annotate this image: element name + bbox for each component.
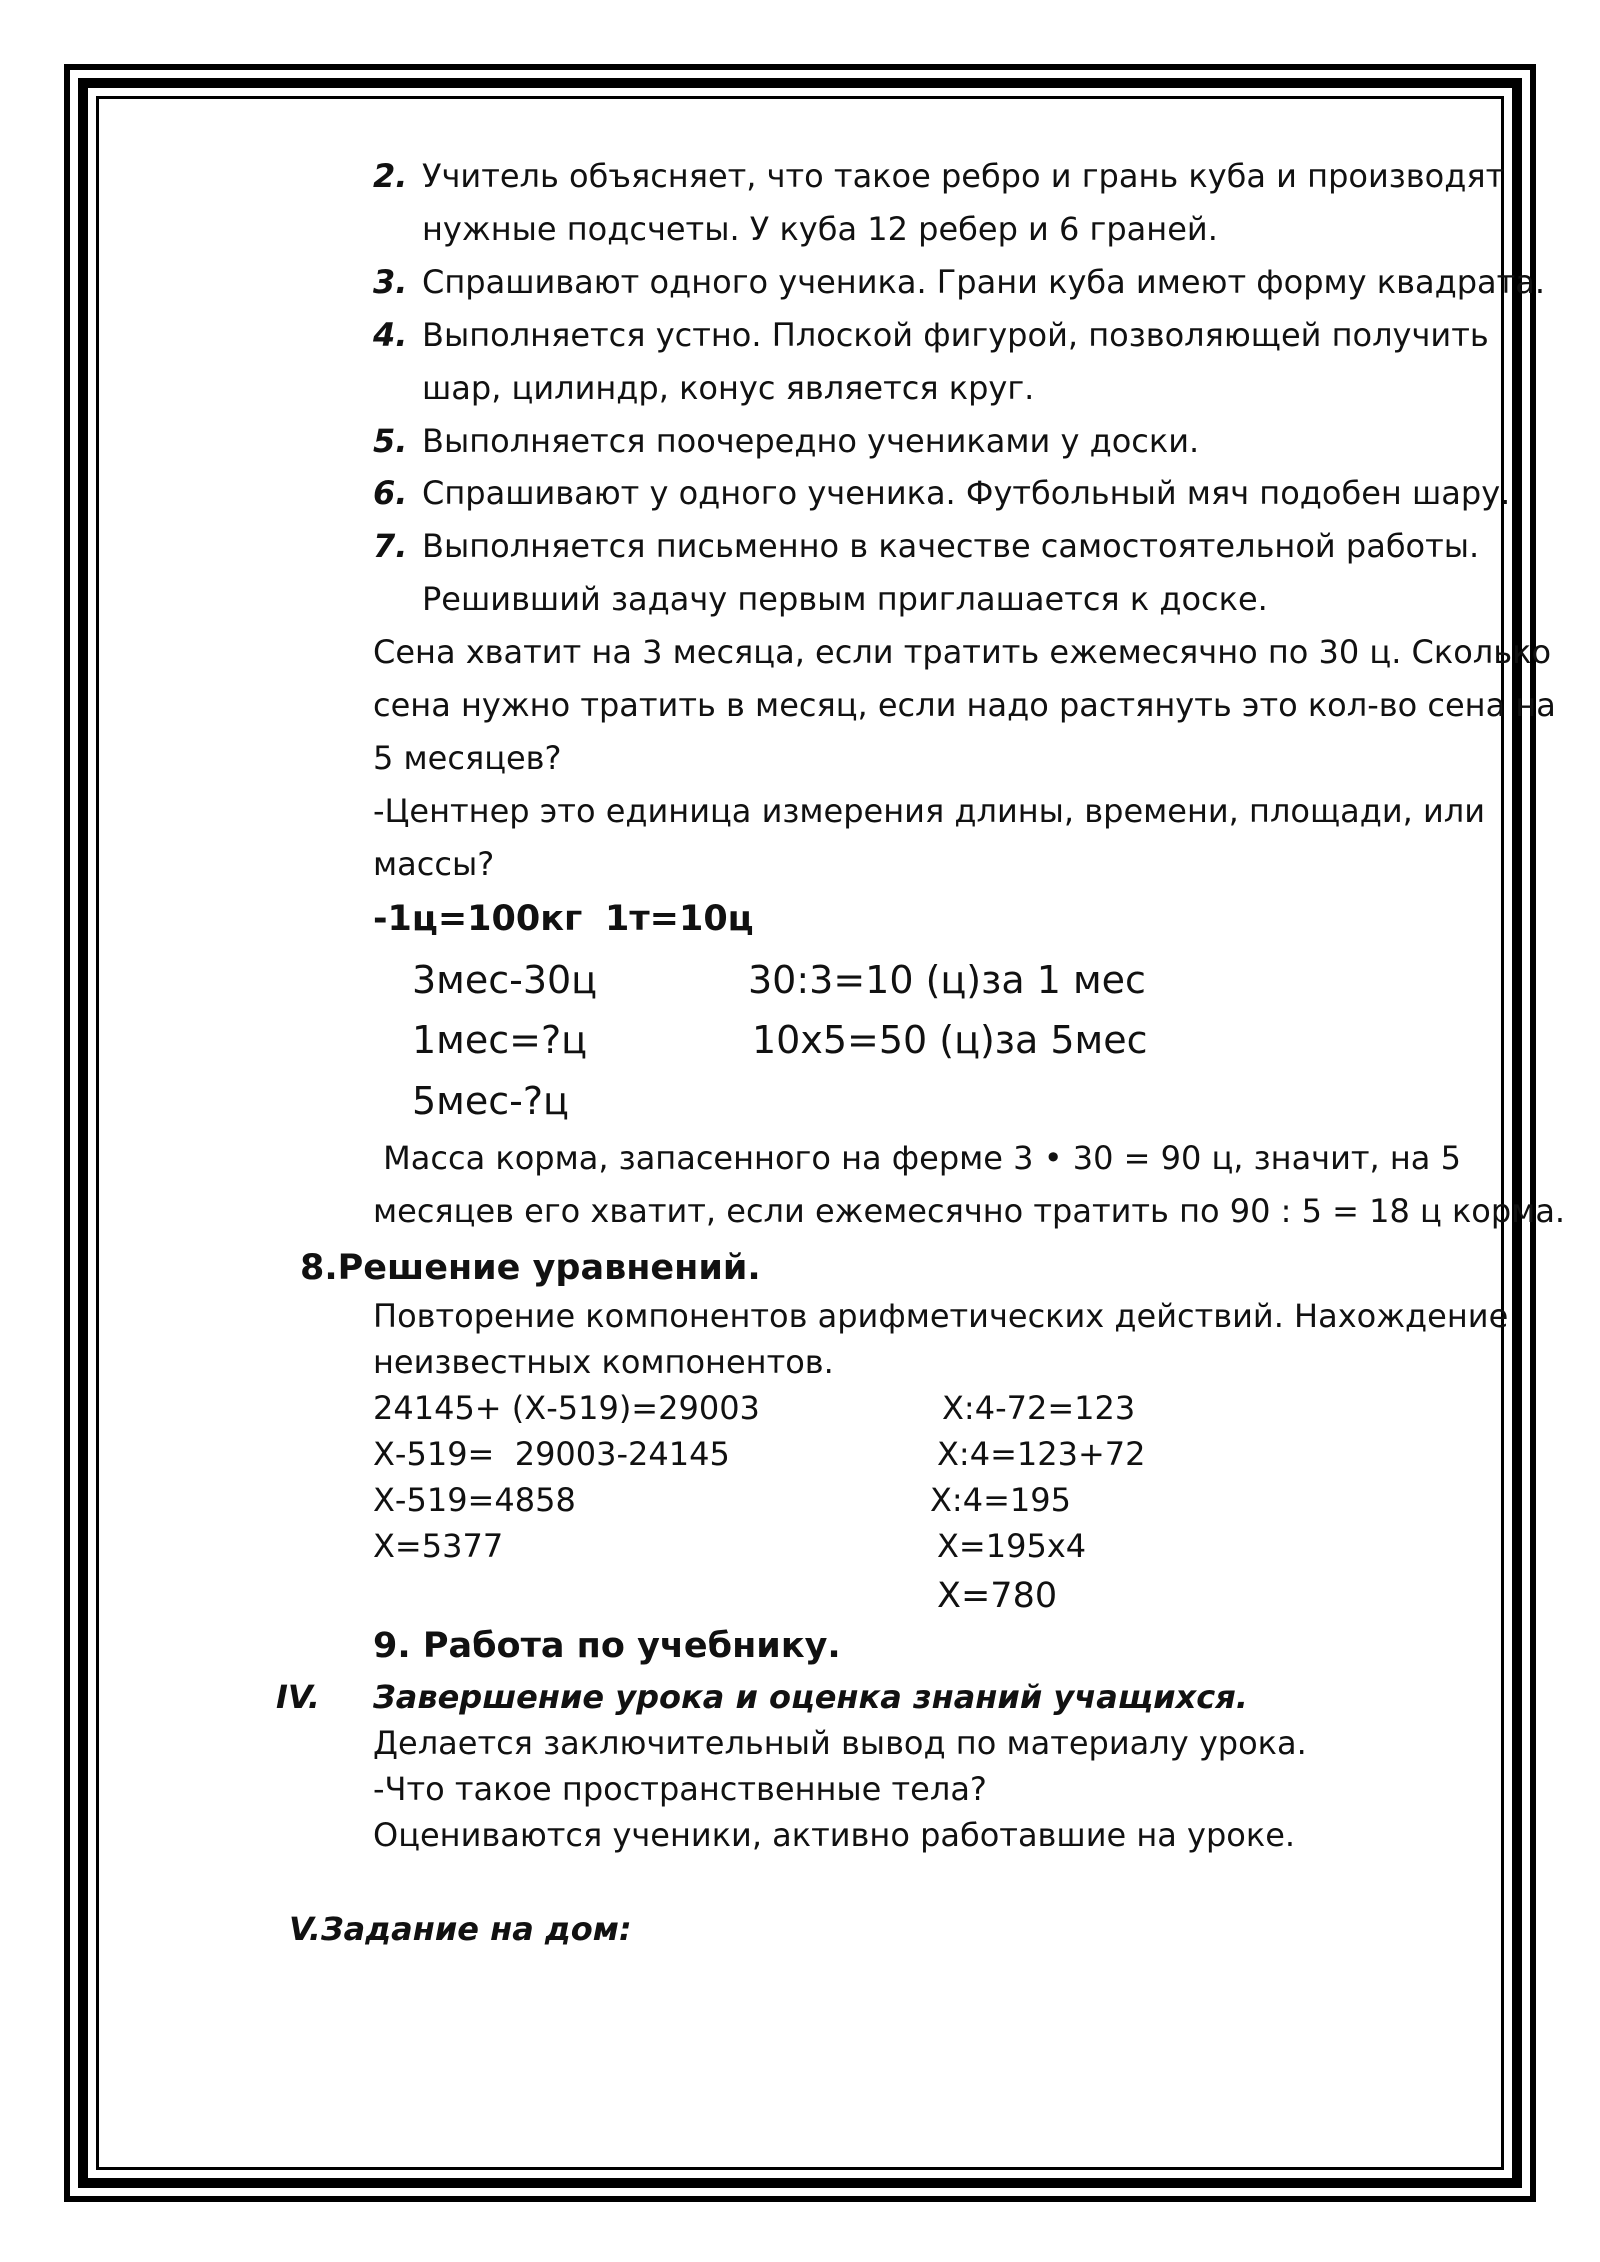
solution-step: 10х5=50 (ц)за 5мес — [752, 1018, 1148, 1062]
section-heading: Завершение урока и оценка знаний учащихся. — [373, 1678, 1248, 1716]
section-text: -Что такое пространственные тела? — [373, 1770, 987, 1808]
list-number: 4. — [373, 316, 408, 354]
list-number: 2. — [373, 157, 408, 195]
section-text: Оцениваются ученики, активно работавшие на уроке. — [373, 1816, 1296, 1854]
list-item-text: Спрашивают одного ученика. Грани куба имеют форму квадрата. — [422, 263, 1546, 301]
equation-line: Х=780 — [937, 1576, 1058, 1616]
equation-line: Х-519=4858 — [373, 1481, 576, 1519]
list-number: 6. — [373, 474, 408, 512]
list-item-text: Выполняется поочередно учениками у доски. — [422, 422, 1200, 460]
equation-line: Х=195х4 — [937, 1527, 1087, 1565]
problem-text: сена нужно тратить в месяц, если надо растянуть это кол-во сена на — [373, 686, 1556, 724]
section-heading: 9. Работа по учебнику. — [373, 1626, 841, 1666]
homework-heading: V.Задание на дом: — [289, 1910, 632, 1948]
list-number: 5. — [373, 422, 408, 460]
section-text: Повторение компонентов арифметических действий. Нахождение — [373, 1297, 1509, 1335]
equation-line: Х=5377 — [373, 1527, 504, 1565]
units-line: 1т=10ц — [605, 899, 754, 939]
roman-numeral: IV. — [276, 1678, 320, 1716]
section-text: Делается заключительный вывод по материалу урока. — [373, 1724, 1307, 1762]
equation-line: Х:4-72=123 — [942, 1389, 1136, 1427]
section-heading: 8.Решение уравнений. — [300, 1248, 761, 1288]
short-note: 5мес-?ц — [412, 1079, 569, 1123]
solution-step: 30:3=10 (ц)за 1 мес — [748, 958, 1146, 1002]
list-item-text: Спрашивают у одного ученика. Футбольный мяч подобен шару. — [422, 474, 1511, 512]
list-item-text: шар, цилиндр, конус является круг. — [422, 369, 1035, 407]
units-line: -1ц=100кг — [373, 899, 583, 939]
answer-text: месяцев его хватит, если ежемесячно тратить по 90 : 5 = 18 ц корма. — [373, 1192, 1566, 1230]
list-item-text: нужные подсчеты. У куба 12 ребер и 6 граней. — [422, 210, 1218, 248]
list-number: 3. — [373, 263, 408, 301]
equation-line: Х:4=123+72 — [937, 1435, 1146, 1473]
short-note: 1мес=?ц — [412, 1018, 587, 1062]
list-number: 7. — [373, 527, 408, 565]
equation-line: Х:4=195 — [930, 1481, 1071, 1519]
list-item-text: Выполняется письменно в качестве самостоятельной работы. — [422, 527, 1480, 565]
short-note: 3мес-30ц — [412, 958, 598, 1002]
list-item-text: Решивший задачу первым приглашается к доске. — [422, 580, 1268, 618]
equation-line: Х-519= 29003-24145 — [373, 1435, 730, 1473]
problem-text: 5 месяцев? — [373, 739, 562, 777]
list-item-text: Выполняется устно. Плоской фигурой, позволяющей получить — [422, 316, 1489, 354]
section-text: неизвестных компонентов. — [373, 1343, 834, 1381]
problem-text: Сена хватит на 3 месяца, если тратить ежемесячно по 30 ц. Сколько — [373, 633, 1552, 671]
question-text: -Центнер это единица измерения длины, времени, площади, или — [373, 792, 1486, 830]
question-text: массы? — [373, 845, 495, 883]
equation-line: 24145+ (Х-519)=29003 — [373, 1389, 760, 1427]
list-item-text: Учитель объясняет, что такое ребро и грань куба и производят — [422, 157, 1505, 195]
answer-text: Масса корма, запасенного на ферме 3 • 30 = 90 ц, значит, на 5 — [373, 1139, 1461, 1177]
